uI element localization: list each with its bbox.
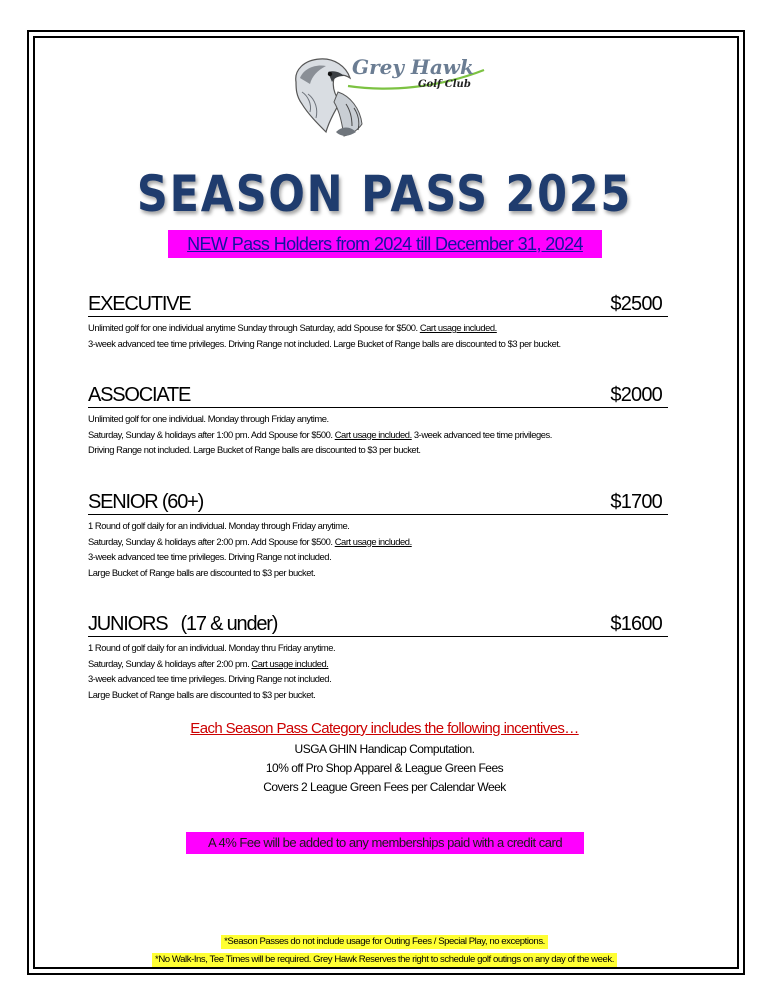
pass-section-executive xyxy=(88,290,668,351)
section-header xyxy=(88,488,668,515)
section-price: $2500 xyxy=(610,293,662,315)
detail-line: Saturday, Sunday & holidays after 2:00 pm. Cart usage included. xyxy=(88,657,329,669)
detail-line: Driving Range not included. Large Bucket of Range balls are discounted to $3 per bucket. xyxy=(88,444,421,455)
footer-note: *No Walk-Ins, Tee Times will be required. Grey Hawk Reserves the right to schedule golf outings on any day of the week. xyxy=(152,953,617,967)
section-name: JUNIORS (17 & under) xyxy=(88,613,278,635)
detail-line: Saturday, Sunday & holidays after 2:00 pm. Add Spouse for $500. Cart usage included. xyxy=(88,535,412,547)
detail-line: 3-week advanced tee time privileges. Driving Range not included. xyxy=(88,673,332,684)
detail-line: 3-week advanced tee time privileges. Driving Range not included. xyxy=(88,551,332,562)
section-price: $2000 xyxy=(610,384,662,406)
incentives-block xyxy=(0,718,769,797)
section-price: $1600 xyxy=(610,613,662,635)
incentive-item: Covers 2 League Green Fees per Calendar Week xyxy=(263,780,506,794)
section-header xyxy=(88,290,668,317)
detail-line: Large Bucket of Range balls are discounted to $3 per bucket. xyxy=(88,566,316,578)
detail-line: Large Bucket of Range balls are discounted to $3 per bucket. xyxy=(88,688,316,700)
detail-line: 1 Round of golf daily for an individual. Monday thru Friday anytime. xyxy=(88,642,336,653)
footer-note: *Season Passes do not include usage for Outing Fees / Special Play, no exceptions. xyxy=(221,935,548,949)
pass-section-juniors xyxy=(88,610,668,702)
detail-line: Unlimited golf for one individual anytime Sunday through Saturday, add Spouse for $500. Cart usage included. xyxy=(88,322,497,333)
club-logo xyxy=(288,52,488,140)
section-price: $1700 xyxy=(610,491,662,513)
section-header xyxy=(88,610,668,637)
logo-subtitle: Golf Club xyxy=(418,79,471,90)
subtitle-banner: NEW Pass Holders from 2024 till December 31, 2024 xyxy=(168,230,602,258)
pass-section-associate xyxy=(88,381,668,458)
section-details xyxy=(88,411,668,458)
footer-notes xyxy=(0,931,769,967)
detail-line: Saturday, Sunday & holidays after 1:00 pm. Add Spouse for $500. Cart usage included. 3-week advanced tee time privileges. xyxy=(88,428,552,440)
section-details xyxy=(88,320,668,351)
pass-section-senior xyxy=(88,488,668,580)
section-details xyxy=(88,640,668,702)
page-title: SEASON PASS 2025 xyxy=(136,165,633,223)
detail-line: Unlimited golf for one individual. Monday through Friday anytime. xyxy=(88,413,329,424)
section-name: EXECUTIVE xyxy=(88,293,191,315)
section-name: SENIOR (60+) xyxy=(88,491,204,513)
logo-name: Grey Hawk xyxy=(352,55,474,79)
detail-line: 3-week advanced tee time privileges. Driving Range not included. Large Bucket of Range balls are discounted to $3 per bucket. xyxy=(88,337,561,349)
section-name: ASSOCIATE xyxy=(88,384,191,406)
incentive-item: USGA GHIN Handicap Computation. xyxy=(294,742,475,756)
incentive-item: 10% off Pro Shop Apparel & League Green Fees xyxy=(265,761,504,775)
incentives-heading: Each Season Pass Category includes the following incentives… xyxy=(190,720,579,737)
detail-line: 1 Round of golf daily for an individual. Monday through Friday anytime. xyxy=(88,520,350,531)
section-header xyxy=(88,381,668,408)
credit-card-fee-notice: A 4% Fee will be added to any memberships paid with a credit card xyxy=(186,832,584,854)
section-details xyxy=(88,518,668,580)
